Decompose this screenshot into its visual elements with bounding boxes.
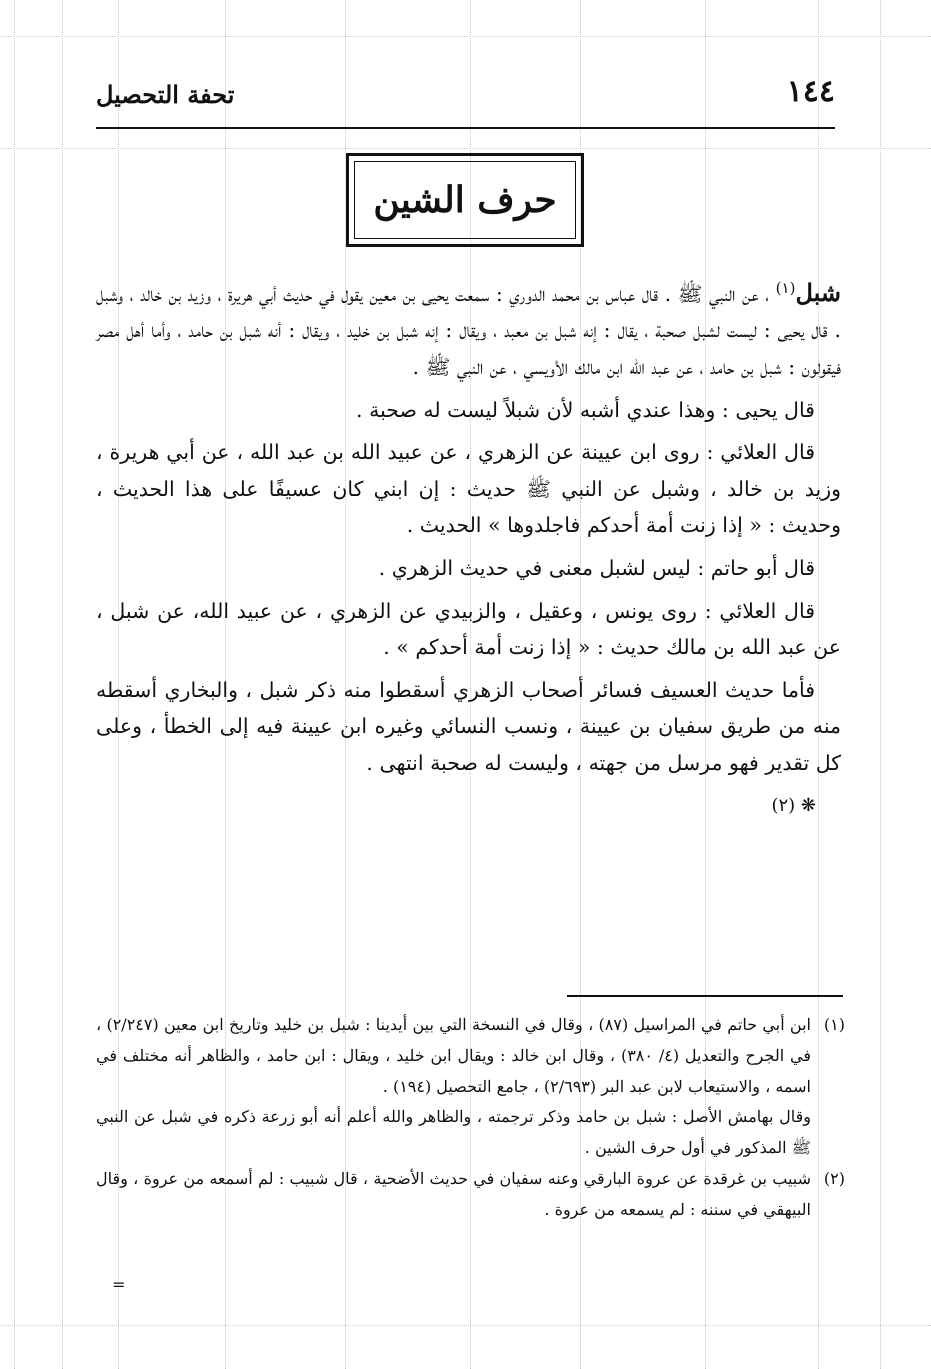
footnote-2-text: شبيب بن غرقدة عن عروة البارقي وعنه سفيان في حديث الأضحية ، قال شبيب : لم أسمعه من عروة ، وقال البيهقي في سننه : لم يسمعه من عروة . — [96, 1168, 811, 1219]
footnote-1 — [96, 1010, 845, 1102]
chapter-title-frame — [346, 153, 584, 247]
paragraph-5: قال العلائي : روى يونس ، وعقيل ، والزبيدي عن الزهري ، عن عبيد الله، عن شبل ، عن عبد الله بن مالك حديث : « إذا زنت أمة أحدكم » . — [96, 598, 841, 660]
entry-name: شبل — [795, 277, 841, 307]
footnote-ref-1: (١) — [775, 279, 796, 297]
paragraph-4: قال أبو حاتم : ليس لشبل معنى في حديث الزهري . — [378, 555, 815, 580]
paragraph-entry — [96, 270, 841, 386]
paragraph-3: قال العلائي : روى ابن عيينة عن الزهري ، عن عبيد الله بن عبد الله ، عن أبي هريرة ، وزيد بن خالد ، وشبل عن النبي ﷺ حديث : إن ابني كان عسيفًا على هذا الحديث ، وحديث : « إذا زنت أمة أحدكم فاجلدوها » الحديث . — [96, 440, 841, 538]
section-end-mark: ❋ (٢) — [771, 794, 816, 816]
page-end-mark: = — [112, 1275, 126, 1294]
footnote-1-mark: (١) — [823, 1015, 845, 1034]
chapter-title: حرف الشين — [373, 179, 557, 221]
paragraph-6: فأما حديث العسيف فسائر أصحاب الزهري أسقطوا منه ذكر شبل ، والبخاري أسقطه منه من طريق سفيان بن عيينة ، ونسب النسائي وغيره ابن عيينة فيه إلى الخطأ ، وعلى كل تقدير فهو مرسل من جهته ، وليست له صحبة انتهى . — [96, 677, 841, 775]
footnotes — [96, 1010, 845, 1226]
page-number: ١٤٤ — [786, 74, 835, 109]
footnote-2 — [96, 1164, 845, 1226]
paragraph-2: قال يحيى : وهذا عندي أشبه لأن شبلاً ليست له صحبة . — [356, 397, 815, 422]
footnote-1-text: ابن أبي حاتم في المراسيل (٨٧) ، وقال في النسخة التي بين أيدينا : شبل بن خليد وتاريخ ابن معين (٢/٢٤٧) ، في الجرح والتعديل (٤/ ٣٨٠) ، وقال ابن خالد : ويقال ابن خليد ، ويقال : ابن حامد ، والظاهر أنه مختلف في اسمه ، والاستيعاب لابن عبد البر (٢/٦٩٣) ، جامع التحصيل (١٩٤) . — [96, 1015, 811, 1096]
main-text — [96, 270, 841, 824]
footnote-divider — [567, 995, 843, 997]
footnote-2-mark: (٢) — [823, 1168, 845, 1188]
chapter-title-inner-frame — [354, 161, 576, 239]
running-title: تحفة التحصيل — [96, 80, 235, 109]
header-divider — [96, 127, 835, 129]
paragraph-1-text: ، عن النبي ﷺ . قال عباس بن محمد الدوري : سمعت يحيى بن معين يقول في حديث أبي هريرة ، وزيد بن خالد ، وشبل . قال يحيى : ليست لشبل صحبة ، يقال : إنه شبل بن معبد ، ويقال : إنه شبل بن خليد ، ويقال : أنه شبل بن حامد ، وأما أهل مصر فيقولون : شبل بن حامد ، عن عبد الله ابن مالك الأويسي ، عن النبي ﷺ . — [96, 281, 841, 380]
footnote-1-continuation: وقال بهامش الأصل : شبل بن حامد وذكر ترجمته ، والظاهر والله أعلم أنه أبو زرعة ذكره في شبل عن النبي ﷺ المذكور في أول حرف الشين . — [96, 1107, 812, 1158]
page-header — [96, 74, 835, 118]
